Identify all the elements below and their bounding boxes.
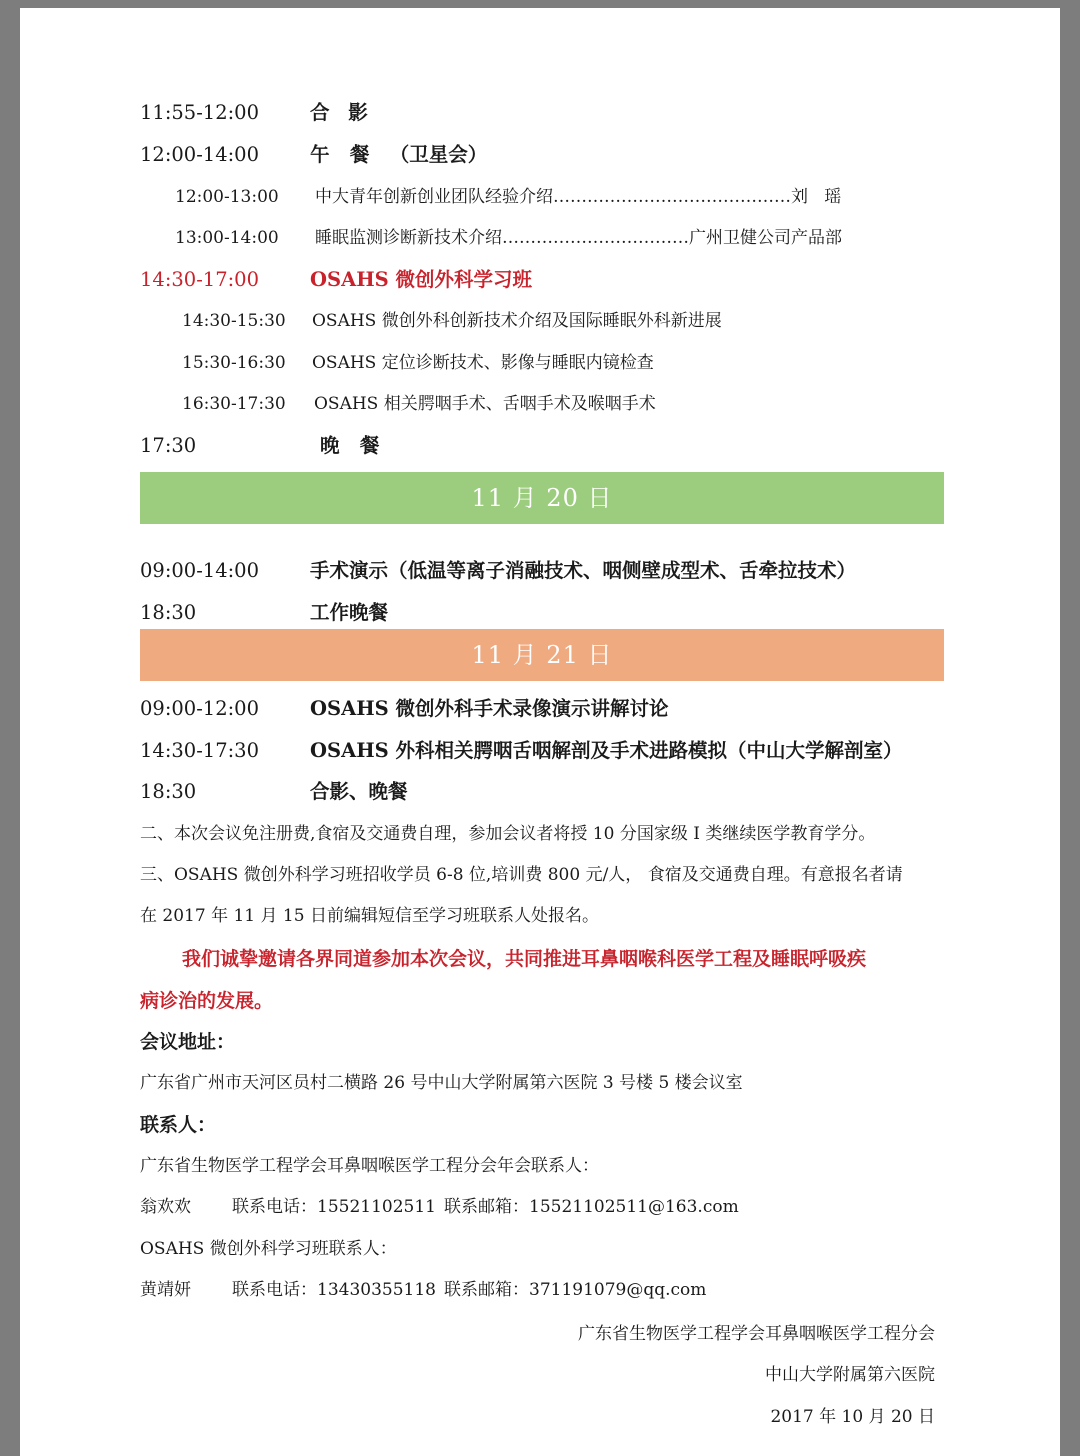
schedule-time: 11:55-12:00 [140,101,259,124]
schedule-time: 09:00-14:00 [140,559,259,582]
contacts-label: 联系人： [140,1114,217,1136]
schedule-time: 16:30-17:30 [182,394,286,414]
contact-email: 联系邮箱：15521102511@163.com [444,1197,739,1217]
schedule-title: OSAHS 相关腭咽手术、舌咽手术及喉咽手术 [314,394,656,414]
schedule-title: OSAHS 外科相关腭咽舌咽解剖及手术进路模拟（中山大学解剖室） [310,739,903,762]
contact-name: 黄靖妍 [140,1280,191,1300]
contact-group-annual: 广东省生物医学工程学会耳鼻咽喉医学工程分会年会联系人： [140,1156,599,1176]
contact-name: 翁欢欢 [140,1197,191,1217]
schedule-title: OSAHS 定位诊断技术、影像与睡眠内镜检查 [312,353,654,373]
schedule-time: 13:00-14:00 [175,228,279,248]
schedule-time: 09:00-12:00 [140,697,259,720]
schedule-title: 中大青年创新创业团队经验介绍……………………………………刘 瑶 [315,187,842,207]
note-workshop-line2: 在 2017 年 11 月 15 日前编辑短信至学习班联系人处报名。 [140,906,599,926]
schedule-title: OSAHS 微创外科学习班 [310,268,532,291]
address-label: 会议地址： [140,1031,236,1053]
address-text: 广东省广州市天河区员村二横路 26 号中山大学附属第六医院 3 号楼 5 楼会议室 [140,1073,743,1093]
note-registration: 二、本次会议免注册费,食宿及交通费自理，参加会议者将授 10 分国家级 I 类继续医学教育学分。 [140,824,876,844]
invitation-line2: 病诊治的发展。 [140,990,274,1012]
signature-date: 2017 年 10 月 20 日 [770,1407,935,1427]
schedule-time: 12:00-13:00 [175,187,279,207]
schedule-time: 14:30-15:30 [182,311,286,331]
invitation-line1: 我们诚挚邀请各界同道参加本次会议，共同推进耳鼻咽喉科医学工程及睡眠呼吸疾 [182,948,867,970]
document-page [20,8,1060,1456]
schedule-title: 晚 餐 [320,434,380,457]
schedule-title: OSAHS 微创外科手术录像演示讲解讨论 [310,697,669,720]
schedule-time: 14:30-17:30 [140,739,259,762]
schedule-title: 合 影 [310,101,374,124]
schedule-title: 工作晚餐 [310,601,389,624]
schedule-title: 合影、晚餐 [310,780,408,803]
date-banner-nov20: 11 月 20 日 [140,472,944,524]
date-banner-nov21: 11 月 21 日 [140,629,944,681]
schedule-time: 18:30 [140,601,197,624]
schedule-title: 睡眠监测诊断新技术介绍……………………………广州卫健公司产品部 [315,228,842,248]
schedule-time: 12:00-14:00 [140,143,259,166]
schedule-title: OSAHS 微创外科创新技术介绍及国际睡眠外科新进展 [312,311,722,331]
signature-org2: 中山大学附属第六医院 [765,1365,935,1385]
contact-phone: 联系电话：13430355118 [232,1280,436,1300]
schedule-title: 午 餐 （卫星会） [310,143,488,166]
schedule-time: 14:30-17:00 [140,268,259,291]
signature-org1: 广东省生物医学工程学会耳鼻咽喉医学工程分会 [578,1324,935,1344]
schedule-time: 15:30-16:30 [182,353,286,373]
contact-email: 联系邮箱：371191079@qq.com [444,1280,707,1300]
contact-group-workshop: OSAHS 微创外科学习班联系人： [140,1239,397,1259]
schedule-time: 18:30 [140,780,197,803]
contact-phone: 联系电话：15521102511 [232,1197,436,1217]
note-workshop-line1: 三、OSAHS 微创外科学习班招收学员 6-8 位,培训费 800 元/人， 食宿及交通费自理。有意报名者请 [140,865,903,885]
schedule-title: 手术演示（低温等离子消融技术、咽侧壁成型术、舌牵拉技术） [310,559,857,582]
schedule-time: 17:30 [140,434,197,457]
